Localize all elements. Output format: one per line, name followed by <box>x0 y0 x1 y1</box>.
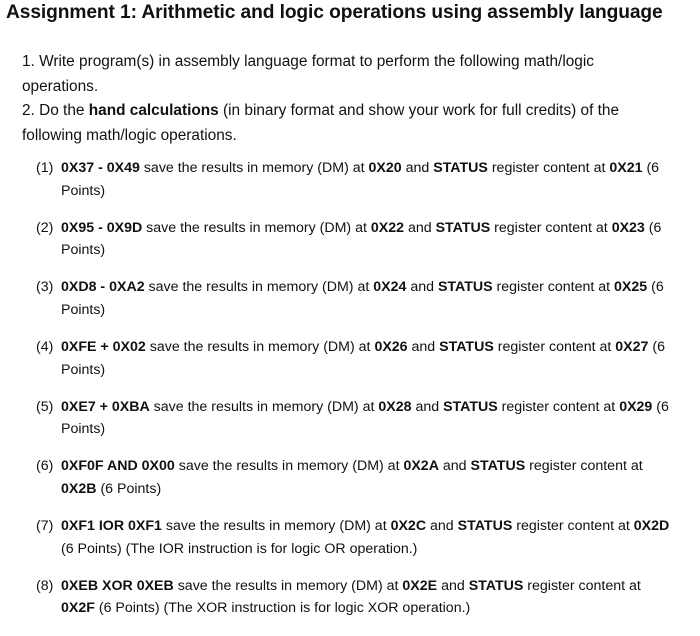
instructions <box>22 50 672 148</box>
dm-address: 0X28 <box>378 398 412 415</box>
status-register-label: STATUS <box>468 577 524 594</box>
status-address: 0X25 <box>614 279 648 296</box>
item-number: (3) <box>36 279 54 296</box>
operation-expression: 0XD8 - 0XA2 <box>61 279 145 296</box>
status-address: 0X2D <box>633 518 670 535</box>
operation-expression: 0XEB XOR 0XEB <box>61 577 174 594</box>
operation-expression: 0XF1 IOR 0XF1 <box>61 518 162 535</box>
item-note: (The IOR instruction is for logic OR operation.) <box>121 540 418 557</box>
status-register-label: STATUS <box>437 279 493 296</box>
status-register-label: STATUS <box>443 398 498 415</box>
operation-expression: 0XFE + 0X02 <box>61 339 146 356</box>
operation-item: (8) 0XEB XOR 0XEB save the results in memory (DM) at 0X2E and STATUS register content at 0X2F (6 Points) (The XOR instruction is for logic XOR operation.) <box>36 575 676 620</box>
item-number: (4) <box>36 339 54 356</box>
item-number: (6) <box>36 458 54 475</box>
dm-address: 0X20 <box>368 160 402 176</box>
item-number: (8) <box>36 577 54 594</box>
hand-calculations-emphasis: hand calculations <box>88 102 219 119</box>
status-register-label: STATUS <box>435 219 491 236</box>
item-number: (7) <box>36 518 54 535</box>
points: (6 Points) <box>61 540 122 557</box>
instruction-2: 2. Do the hand calculations (in binary format and show your work for full credits) of the following math/logic operations. <box>22 102 620 144</box>
dm-address: 0X2E <box>402 577 438 594</box>
status-address: 0X2F <box>61 600 95 617</box>
operation-item: (6) 0XF0F AND 0X00 save the results in memory (DM) at 0X2A and STATUS register content at 0X2B (6 Points) <box>36 455 676 500</box>
status-register-label: STATUS <box>457 518 513 535</box>
operation-item: (5) 0XE7 + 0XBA save the results in memory (DM) at 0X28 and STATUS register content at 0X29 (6 Points) <box>36 396 676 441</box>
operation-item: (2) 0X95 - 0X9D save the results in memory (DM) at 0X22 and STATUS register content at 0X23 (6 Points) <box>36 217 676 262</box>
item-number: (2) <box>36 219 54 236</box>
dm-address: 0X2A <box>403 458 439 475</box>
operation-expression: 0XE7 + 0XBA <box>61 398 150 415</box>
points: (6 Points) <box>61 398 669 438</box>
operation-expression: 0X37 - 0X49 <box>61 160 140 176</box>
points: (6 Points) <box>61 160 660 199</box>
page-title: Assignment 1: Arithmetic and logic operations using assembly language <box>6 2 663 23</box>
points: (6 Points) <box>100 480 162 497</box>
item-number: (1) <box>36 160 54 176</box>
points: (6 Points) <box>61 339 665 378</box>
operation-expression: 0XF0F AND 0X00 <box>61 458 175 475</box>
points: (6 Points) <box>98 600 160 617</box>
dm-address: 0X24 <box>373 279 407 296</box>
item-number: (5) <box>36 398 54 415</box>
status-address: 0X2B <box>61 480 97 497</box>
item-note: (The XOR instruction is for logic XOR operation.) <box>159 600 471 617</box>
operation-expression: 0X95 - 0X9D <box>61 219 143 236</box>
operations-list <box>36 157 676 635</box>
points: (6 Points) <box>61 279 664 318</box>
status-register-label: STATUS <box>470 458 526 475</box>
status-address: 0X29 <box>619 398 653 415</box>
operation-item: (3) 0XD8 - 0XA2 save the results in memory (DM) at 0X24 and STATUS register content at 0X25 (6 Points) <box>36 276 676 321</box>
dm-address: 0X26 <box>374 339 408 356</box>
instruction-1: 1. Write program(s) in assembly language format to perform the following math/logic operations. <box>22 53 594 95</box>
status-register-label: STATUS <box>439 339 494 356</box>
dm-address: 0X22 <box>370 219 405 236</box>
operation-item: (4) 0XFE + 0X02 save the results in memory (DM) at 0X26 and STATUS register content at 0X27 (6 Points) <box>36 336 676 381</box>
status-address: 0X23 <box>611 219 645 236</box>
operation-item: (7) 0XF1 IOR 0XF1 save the results in memory (DM) at 0X2C and STATUS register content at 0X2D (6 Points) (The IOR instruction is for logic OR operation.) <box>36 515 676 560</box>
operation-item: (1) 0X37 - 0X49 save the results in memory (DM) at 0X20 and STATUS register content at 0X21 (6 Points) <box>36 157 676 202</box>
status-address: 0X21 <box>609 160 643 176</box>
status-address: 0X27 <box>615 339 649 356</box>
points: (6 Points) <box>61 219 662 259</box>
status-register-label: STATUS <box>433 160 488 176</box>
dm-address: 0X2C <box>390 518 427 535</box>
